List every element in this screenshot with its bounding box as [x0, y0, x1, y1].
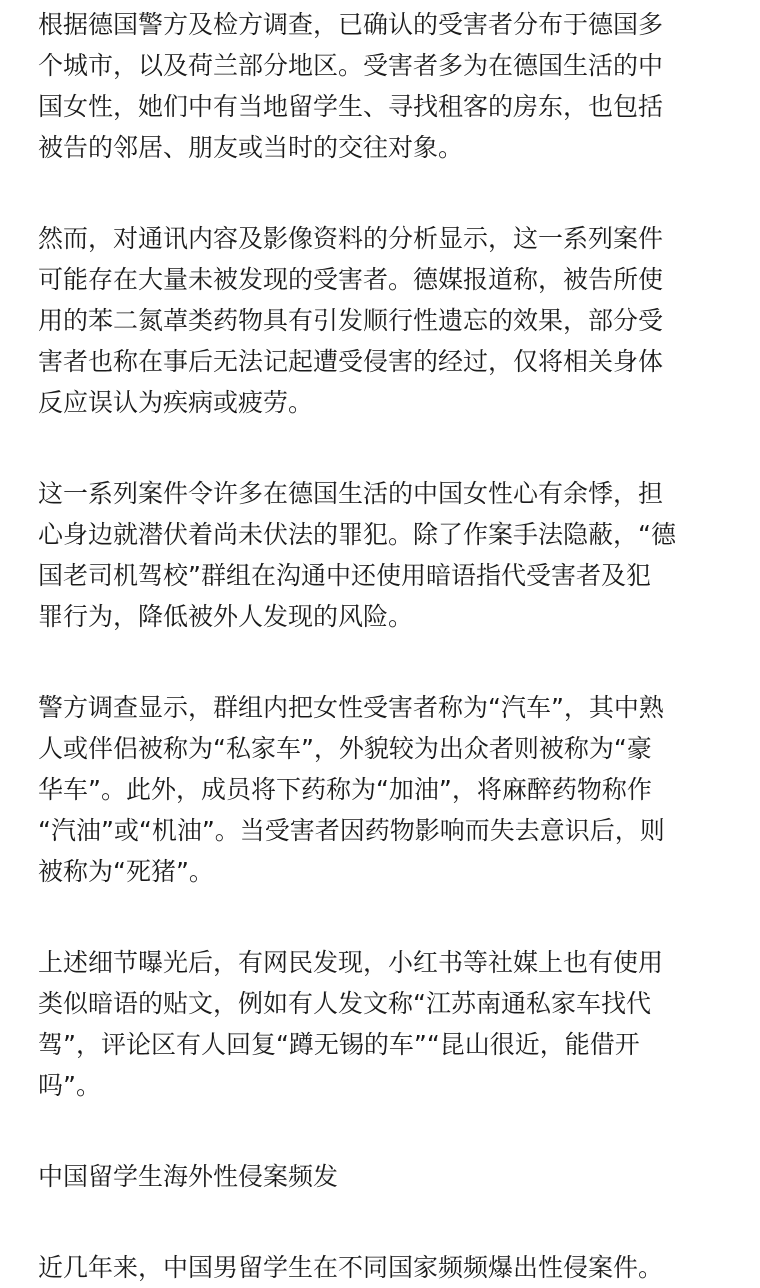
- text-line: 罪行为，降低被外人发现的风险。: [38, 602, 414, 631]
- paragraph-gap: [38, 423, 728, 473]
- article-body: [38, 0, 728, 1288]
- paragraph-social-media: [38, 942, 728, 1106]
- paragraph-victims: [38, 4, 728, 168]
- text-line: 吗”。: [38, 1071, 101, 1100]
- text-line: 驾”，评论区有人回复“蹲无锡的车”“昆山很近，能借开: [38, 1030, 640, 1059]
- text-line: 上述细节曝光后，有网民发现，小红书等社媒上也有使用: [38, 948, 664, 977]
- text-line: 被告的邻居、朋友或当时的交往对象。: [38, 133, 464, 162]
- text-line: 近几年来，中国男留学生在不同国家频频爆出性侵案件。: [38, 1253, 664, 1282]
- text-line: 反应误认为疾病或疲劳。: [38, 388, 314, 417]
- text-line: 根据德国警方及检方调查，已确认的受害者分布于德国多: [38, 10, 664, 39]
- text-line: 然而，对通讯内容及影像资料的分析显示，这一系列案件: [38, 224, 664, 253]
- text-line: 华车”。此外，成员将下药称为“加油”，将麻醉药物称作: [38, 775, 652, 804]
- text-line: “汽油”或“机油”。当受害者因药物影响而失去意识后，则: [38, 816, 665, 845]
- section-heading-text: 中国留学生海外性侵案频发: [38, 1162, 339, 1191]
- text-line: 国女性，她们中有当地留学生、寻找租客的房东，也包括: [38, 92, 664, 121]
- text-line: 用的苯二氮䓬类药物具有引发顺行性遗忘的效果，部分受: [38, 306, 664, 335]
- text-line: 警方调查显示，群组内把女性受害者称为“汽车”，其中熟: [38, 693, 664, 722]
- paragraph-gap: [38, 1106, 728, 1156]
- text-line: 个城市，以及荷兰部分地区。受害者多为在德国生活的中: [38, 51, 664, 80]
- text-line: 国老司机驾校”群组在沟通中还使用暗语指代受害者及犯: [38, 561, 651, 590]
- text-line: 害者也称在事后无法记起遭受侵害的经过，仅将相关身体: [38, 347, 664, 376]
- paragraph-code-words: [38, 687, 728, 892]
- paragraph-gap: [38, 1197, 728, 1247]
- text-line: 人或伴侣被称为“私家车”，外貌较为出众者则被称为“豪: [38, 734, 652, 763]
- paragraph-gap: [38, 892, 728, 942]
- text-line: 可能存在大量未被发现的受害者。德媒报道称，被告所使: [38, 265, 664, 294]
- paragraph-fear: [38, 473, 728, 637]
- text-line: 心身边就潜伏着尚未伏法的罪犯。除了作案手法隐蔽，“德: [38, 520, 676, 549]
- paragraph-gap: [38, 637, 728, 687]
- text-line: 被称为“死猪”。: [38, 857, 214, 886]
- paragraph-gap: [38, 168, 728, 218]
- text-line: 类似暗语的贴文，例如有人发文称“江苏南通私家车找代: [38, 989, 651, 1018]
- text-line: 这一系列案件令许多在德国生活的中国女性心有余悸，担: [38, 479, 664, 508]
- paragraph-analysis: [38, 218, 728, 423]
- section-heading: [38, 1156, 728, 1197]
- paragraph-recent-cases: [38, 1247, 728, 1288]
